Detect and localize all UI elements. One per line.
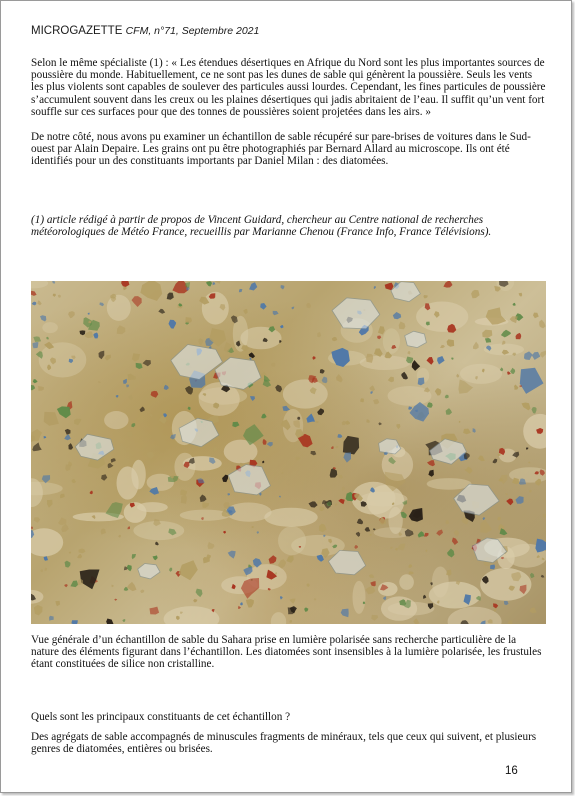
- answer-text: Des agrégats de sable accompagnés de minuscules fragments de minéraux, tels que ceux qui suivent, et plusieurs genres de diatomées, entières ou brisées.: [31, 731, 537, 756]
- page-number: 16: [505, 765, 518, 777]
- header-title: MICROGAZETTE: [31, 25, 123, 37]
- header-publication: CFM, n°71, Septembre 2021: [125, 25, 260, 37]
- footnote: (1) article rédigé à partir de propos de Vincent Guidard, chercheur au Centre national de recherches météorologiques de Météo France, recueillis par Marianne Chenou (France Info, France Télévisions).: [31, 214, 492, 239]
- photo-caption: Vue générale d’un échantillon de sable du Sahara prise en lumière polarisée sans recherche particulière de la nature des éléments figurant dans l’échantillon. Les diatomées sont insensibles à la lumière polarisée, les frustules étant constituées de silice non cristalline.: [31, 634, 542, 671]
- sand-grains-image: [31, 281, 546, 624]
- microscope-photo: [31, 281, 546, 624]
- sample-paragraph: De notre côté, nous avons pu examiner un échantillon de sable récupéré sur pare-brises de voitures dans le Sud-ouest par Alain Depaire. Les grains ont pu être photographiés par Bernard Allard au microscope. Ils ont été identifiés pour un des constituants importants par Daniel Milan : des diatomées.: [31, 131, 531, 168]
- page-header: [31, 25, 259, 37]
- intro-paragraph: Selon le même spécialiste (1) : « Les étendues désertiques en Afrique du Nord sont les plus importantes sources de poussière du monde. Habituellement, ce ne sont pas les dunes de sable qui génèrent la poussière. Seuls les vents les plus violents sont capables de soulever des particules aussi lourdes. Cependant, les fines particules de poussière s’accumulent souvent dans les creux ou les plaines désertiques qui jadis abritaient de l’eau. Il suffit qu’un vent fort souffle sur ces surfaces pour que des tonnes de poussières soient projetées dans les airs. »: [31, 57, 546, 118]
- question-text: Quels sont les principaux constituants de cet échantillon ?: [31, 711, 291, 723]
